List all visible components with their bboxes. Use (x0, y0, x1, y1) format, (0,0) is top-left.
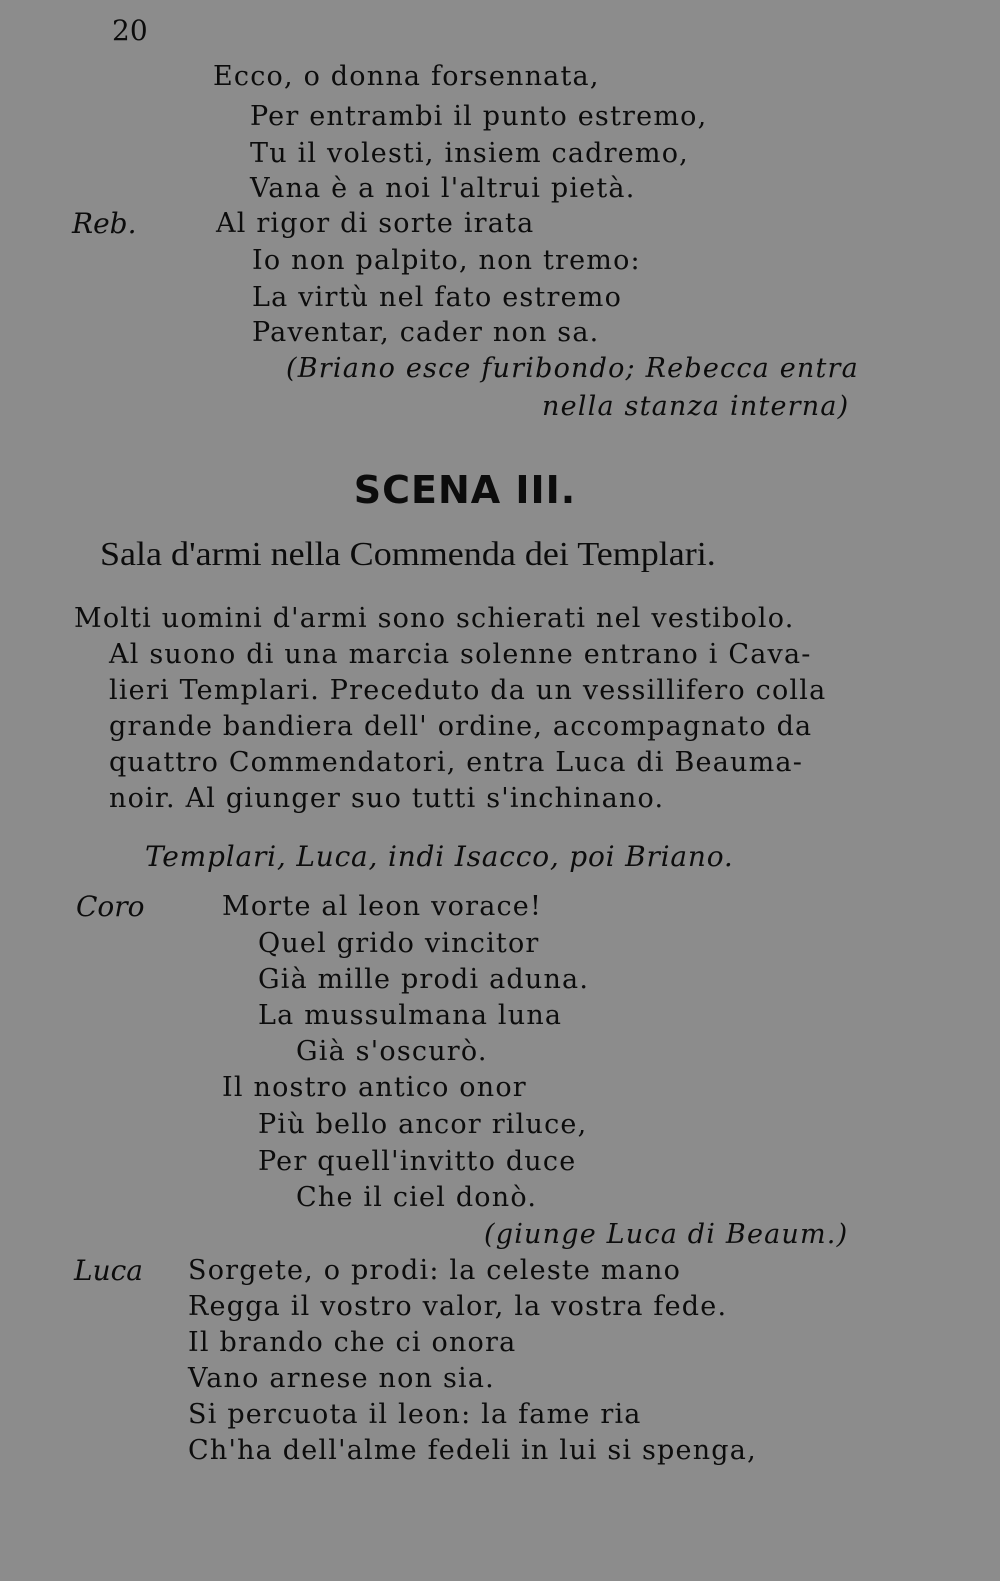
verse-line: Per quell'invitto duce (258, 1146, 577, 1177)
characters-line: Templari, Luca, indi Isacco, poi Briano. (145, 840, 734, 873)
description-line: grande bandiera dell' ordine, accompagnato da (109, 711, 813, 742)
scene-location: Sala d'armi nella Commenda dei Templari. (100, 536, 716, 573)
verse-line: Regga il vostro valor, la vostra fede. (188, 1291, 728, 1322)
verse-line: La virtù nel fato estremo (252, 282, 623, 313)
verse-line: Più bello ancor riluce, (258, 1109, 588, 1140)
description-line: Molti uomini d'armi sono schierati nel vestibolo. (74, 603, 795, 634)
verse-line: Io non palpito, non tremo: (252, 245, 641, 276)
speaker-reb: Reb. (72, 207, 137, 240)
description-line: quattro Commendatori, entra Luca di Beauma- (109, 747, 804, 778)
verse-line: Il nostro antico onor (222, 1072, 527, 1103)
speaker-coro: Coro (76, 890, 145, 923)
verse-line: Già s'oscurò. (296, 1036, 488, 1067)
description-line: noir. Al giunger suo tutti s'inchinano. (109, 783, 665, 814)
verse-line: Al rigor di sorte irata (216, 208, 535, 239)
verse-line: Il brando che ci onora (188, 1327, 517, 1358)
verse-line: Vano arnese non sia. (188, 1363, 495, 1394)
verse-line: Ch'ha dell'alme fedeli in lui si spenga, (188, 1435, 757, 1466)
scene-title: SCENA III. (353, 468, 577, 512)
description-line: Al suono di una marcia solenne entrano i Cava- (109, 639, 812, 670)
verse-line: Tu il volesti, insiem cadremo, (250, 138, 689, 169)
verse-line: Morte al leon vorace! (222, 891, 543, 922)
verse-line: Vana è a noi l'altrui pietà. (250, 173, 636, 204)
speaker-luca: Luca (74, 1254, 144, 1287)
stage-direction: (Briano esce furibondo; Rebecca entra (286, 353, 859, 384)
verse-line: Già mille prodi aduna. (258, 964, 590, 995)
description-line: lieri Templari. Preceduto da un vessillifero colla (109, 675, 827, 706)
verse-line: Paventar, cader non sa. (252, 317, 600, 348)
page-number: 20 (112, 14, 148, 47)
verse-line: Ecco, o donna forsennata, (213, 61, 600, 92)
verse-line: Quel grido vincitor (258, 928, 540, 959)
stage-direction: (giunge Luca di Beaum.) (484, 1219, 849, 1250)
stage-direction: nella stanza interna) (542, 391, 850, 422)
verse-line: La mussulmana luna (258, 1000, 563, 1031)
verse-line: Sorgete, o prodi: la celeste mano (188, 1255, 682, 1286)
verse-line: Per entrambi il punto estremo, (250, 101, 708, 132)
verse-line: Si percuota il leon: la fame ria (188, 1399, 642, 1430)
verse-line: Che il ciel donò. (296, 1182, 538, 1213)
